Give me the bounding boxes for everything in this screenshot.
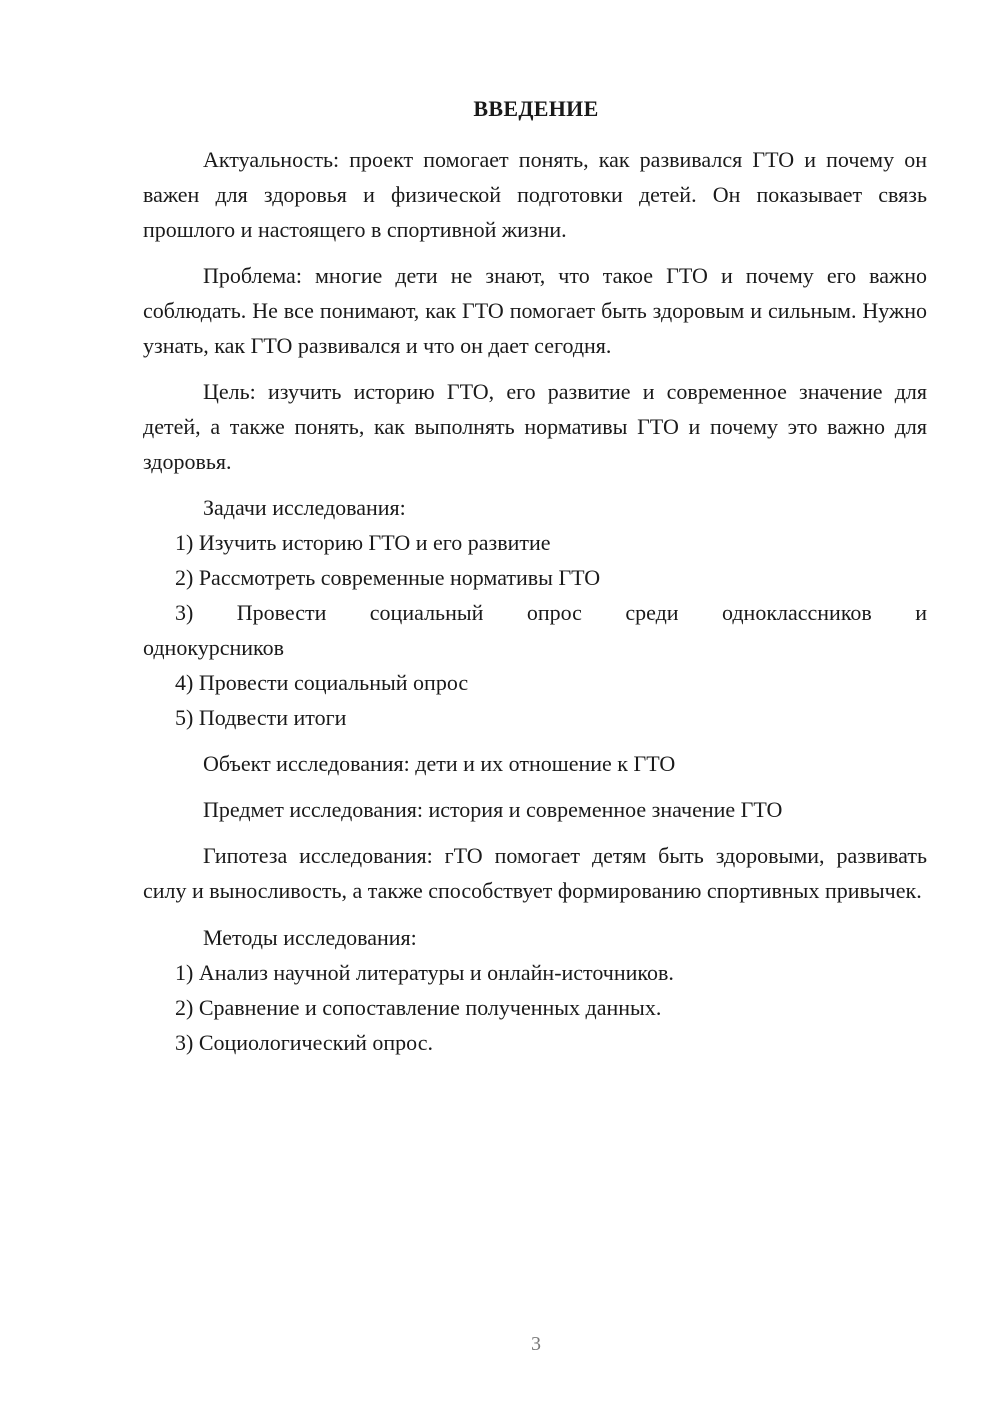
task-item: 4) Провести социальный опрос: [175, 670, 469, 695]
methods-title: Методы исследования:: [203, 925, 417, 950]
relevance-paragraph: Актуальность: проект помогает понять, как развивался ГТО и почему он важен для здоровья и физической подготовки детей. Он показывает связь прошлого и настоящего в спортивной жизни.: [143, 147, 927, 242]
problem-paragraph: Проблема: многие дети не знают, что такое ГТО и почему его важно соблюдать. Не все понимают, как ГТО помогает быть здоровым и сильным. Нужно узнать, как ГТО развивался и что он дает сегодня.: [143, 263, 927, 358]
method-item: 1) Анализ научной литературы и онлайн-источников.: [175, 960, 674, 985]
task-item: 5) Подвести итоги: [175, 705, 347, 730]
page-title: ВВЕДЕНИЕ: [473, 96, 599, 121]
object-paragraph: Объект исследования: дети и их отношение к ГТО: [203, 751, 676, 776]
page-number: 3: [531, 1333, 541, 1355]
task-item-continuation: однокурсников: [143, 635, 284, 660]
task-item: 3) Провести социальный опрос среди одноклассников и: [175, 600, 927, 625]
page-body: [143, 142, 927, 1060]
tasks-title: Задачи исследования:: [203, 495, 406, 520]
method-item: 2) Сравнение и сопоставление полученных данных.: [175, 995, 662, 1020]
task-item: 2) Рассмотреть современные нормативы ГТО: [175, 565, 601, 590]
task-item: 1) Изучить историю ГТО и его развитие: [175, 530, 551, 555]
hypothesis-paragraph: Гипотеза исследования: гТО помогает детям быть здоровыми, развивать силу и выносливость, а также способствует формированию спортивных привычек.: [143, 843, 927, 903]
goal-paragraph: Цель: изучить историю ГТО, его развитие и современное значение для детей, а также понять, как выполнять нормативы ГТО и почему это важно для здоровья.: [143, 379, 927, 474]
subject-paragraph: Предмет исследования: история и современное значение ГТО: [203, 797, 783, 822]
method-item: 3) Социологический опрос.: [175, 1030, 433, 1055]
